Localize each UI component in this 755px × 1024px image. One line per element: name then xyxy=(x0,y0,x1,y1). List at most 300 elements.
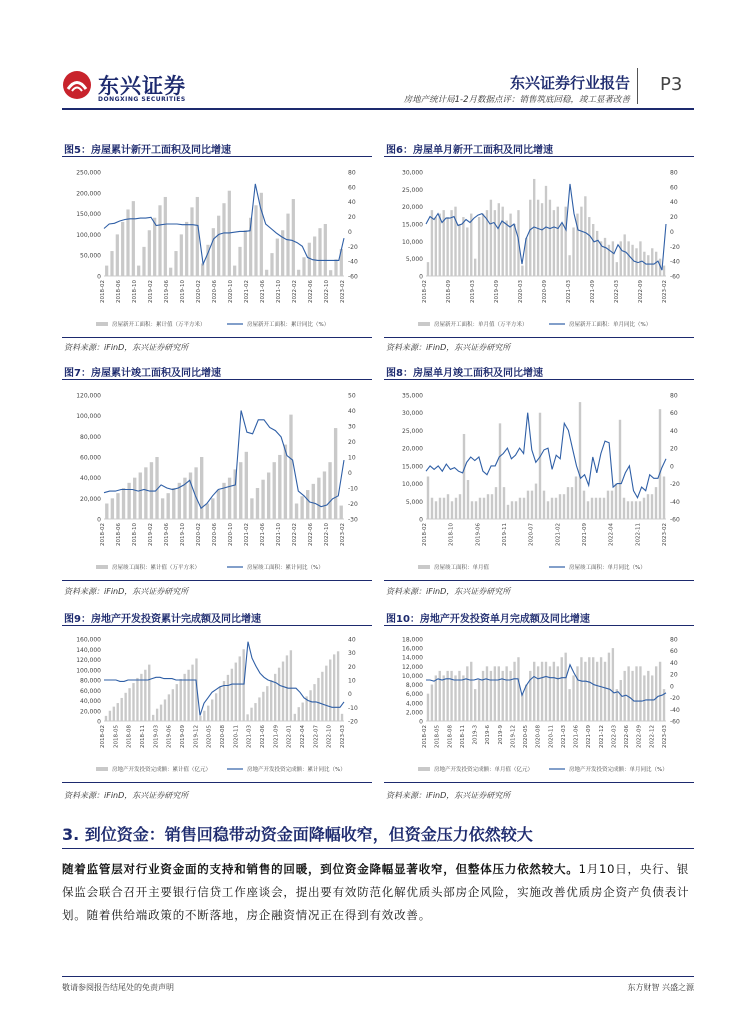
bar-mark xyxy=(334,259,337,276)
bar-mark xyxy=(568,255,570,276)
bar-mark xyxy=(219,687,221,721)
bar-mark xyxy=(659,662,661,721)
y-right-tick: 0 xyxy=(670,228,674,236)
bar-mark xyxy=(267,473,270,520)
y-left-tick: 0 xyxy=(419,718,423,726)
y-right-tick: -40 xyxy=(348,258,358,266)
fig5-chart xyxy=(62,164,372,334)
bar-mark xyxy=(274,674,276,721)
bar-mark xyxy=(105,266,108,276)
bar-mark xyxy=(498,203,500,276)
y-right-tick: -20 xyxy=(348,501,358,508)
y-left-tick: 60,000 xyxy=(80,454,101,462)
y-right-tick: -20 xyxy=(348,243,358,251)
bar-mark xyxy=(176,684,178,721)
y-left-tick: 25,000 xyxy=(402,427,423,435)
bar-mark xyxy=(117,703,119,721)
y-right-tick: 60 xyxy=(348,184,356,192)
bar-mark xyxy=(631,501,633,519)
fig10-bottom-rule xyxy=(384,782,694,783)
legend-line-label: 房地产开发投资完成额：累计同比（%） xyxy=(247,767,346,773)
y-left-tick: 200,000 xyxy=(76,190,101,198)
bar-mark xyxy=(647,255,649,276)
bar-mark xyxy=(286,214,289,276)
x-tick: 2019-06 xyxy=(164,523,170,546)
footer-slogan: 东方财智 兴盛之源 xyxy=(627,983,694,992)
x-tick: 2022-02 xyxy=(292,523,298,546)
section3-title: 3. 到位资金：销售回稳带动资金面降幅收窄，但资金压力依然较大 xyxy=(62,825,533,844)
legend-bar-swatch xyxy=(96,322,108,326)
bar-mark xyxy=(561,224,563,276)
x-tick: 2023-02 xyxy=(340,523,346,546)
y-left-tick: 0 xyxy=(97,273,101,281)
bar-mark xyxy=(282,662,284,721)
bar-mark xyxy=(547,501,549,519)
bar-mark xyxy=(551,498,553,519)
bar-mark xyxy=(604,662,606,721)
bar-mark xyxy=(199,716,201,721)
y-right-tick: 20 xyxy=(348,663,356,671)
bar-mark xyxy=(474,259,476,276)
bar-mark xyxy=(651,494,653,519)
y-left-tick: 150,000 xyxy=(76,211,101,219)
bar-mark xyxy=(663,476,665,519)
bar-mark xyxy=(474,689,476,721)
y-left-tick: 100,000 xyxy=(76,413,101,421)
bar-mark xyxy=(643,498,645,519)
bar-mark xyxy=(294,714,296,721)
x-tick: 2020-06 xyxy=(212,523,218,546)
bar-mark xyxy=(611,491,613,519)
x-tick: 2021-02 xyxy=(555,523,562,546)
y-right-tick: -40 xyxy=(670,498,680,506)
bar-mark xyxy=(463,434,465,519)
section3-rule xyxy=(62,848,694,849)
bar-mark xyxy=(509,214,511,276)
bar-mark xyxy=(643,675,645,721)
bar-mark xyxy=(454,675,456,721)
bar-mark xyxy=(121,222,124,276)
y-left-tick: 20,000 xyxy=(80,708,101,716)
bar-mark xyxy=(507,505,509,519)
bar-mark xyxy=(317,478,320,519)
bar-mark xyxy=(527,491,529,519)
bar-mark xyxy=(113,707,115,721)
y-left-tick: 20,000 xyxy=(80,495,101,503)
x-tick: 2018-08 xyxy=(126,725,133,748)
bar-mark xyxy=(635,501,637,519)
bar-mark xyxy=(427,476,429,519)
bar-mark xyxy=(539,413,541,519)
bar-mark xyxy=(563,494,565,519)
bar-mark xyxy=(564,207,566,276)
bar-mark xyxy=(571,487,573,519)
bar-mark xyxy=(482,671,484,721)
bar-mark xyxy=(549,200,551,276)
x-tick: 2022-11 xyxy=(635,523,642,546)
bar-mark xyxy=(466,666,468,721)
bar-mark xyxy=(471,501,473,519)
y-right-tick: -10 xyxy=(348,704,358,712)
bar-mark xyxy=(592,224,594,276)
bar-mark xyxy=(144,467,147,519)
y-right-tick: 40 xyxy=(670,199,678,207)
bar-mark xyxy=(584,196,586,276)
bar-mark xyxy=(180,679,182,721)
y-left-tick: 10,000 xyxy=(402,672,423,680)
logo-mark-icon xyxy=(62,70,92,100)
bar-mark xyxy=(261,480,264,519)
bar-mark xyxy=(576,666,578,721)
report-type: 东兴证券行业报告 xyxy=(509,74,630,92)
bar-mark xyxy=(223,681,225,721)
bar-mark xyxy=(328,462,331,519)
logo-en: DONGXING SECURITIES xyxy=(98,96,186,103)
x-tick: 2019-12 xyxy=(193,725,200,748)
logo xyxy=(62,68,192,104)
bar-mark xyxy=(627,501,629,519)
bar-mark xyxy=(317,678,319,721)
bar-mark xyxy=(180,234,183,276)
bar-mark xyxy=(217,490,220,519)
x-tick: 2018-02 xyxy=(100,725,106,748)
bar-mark xyxy=(616,689,618,721)
fig7-title: 图7：房屋累计竣工面积及同比增速 xyxy=(64,368,221,379)
bar-mark xyxy=(503,487,505,519)
bar-mark xyxy=(105,716,107,721)
y-right-tick: -60 xyxy=(670,516,680,524)
bar-mark xyxy=(587,501,589,519)
bar-mark xyxy=(168,694,170,721)
bar-mark xyxy=(124,693,126,721)
bar-mark xyxy=(462,675,464,721)
bar-mark xyxy=(482,214,484,276)
x-tick: 2023-03 xyxy=(662,725,668,748)
x-tick: 2021-09 xyxy=(273,725,280,748)
fig10-chart xyxy=(384,631,694,779)
fig5-rule xyxy=(62,156,372,157)
y-right-tick: 60 xyxy=(670,184,678,192)
x-tick: 2019-11 xyxy=(502,523,508,546)
y-right-tick: 20 xyxy=(348,214,356,222)
x-tick: 2020-02 xyxy=(196,280,202,303)
x-tick: 2019-6 xyxy=(485,725,492,745)
x-tick: 2019-06 xyxy=(164,280,170,303)
y-left-tick: 15,000 xyxy=(402,463,423,471)
bar-mark xyxy=(439,498,441,519)
bar-mark xyxy=(242,649,244,721)
bar-mark xyxy=(479,498,481,519)
bar-mark xyxy=(596,231,598,276)
bar-mark xyxy=(244,230,247,276)
bar-mark xyxy=(258,697,260,721)
fig8-bottom-rule xyxy=(384,580,694,581)
bar-mark xyxy=(505,221,507,276)
x-tick: 2018-02 xyxy=(100,523,106,546)
x-tick: 2020-10 xyxy=(228,280,234,303)
bar-mark xyxy=(158,205,161,276)
fig7-chart xyxy=(62,387,372,577)
bar-mark xyxy=(153,218,156,276)
x-tick: 2018-02 xyxy=(422,523,428,546)
bar-mark xyxy=(233,266,236,276)
legend-line-label: 房屋竣工面积：累计同比（%） xyxy=(247,565,324,571)
bar-mark xyxy=(583,491,585,519)
bar-mark xyxy=(475,501,477,519)
bar-mark xyxy=(559,494,561,519)
bar-mark xyxy=(190,207,193,276)
bar-mark xyxy=(619,420,621,519)
bar-mark xyxy=(290,650,292,721)
bar-mark xyxy=(215,693,217,721)
fig7-bottom-rule xyxy=(62,580,372,581)
bar-mark xyxy=(584,662,586,721)
bar-mark xyxy=(295,504,298,520)
bar-mark xyxy=(663,266,665,276)
bar-mark xyxy=(266,686,268,721)
bar-mark xyxy=(278,668,280,721)
bar-mark xyxy=(206,504,209,520)
fig6-title: 图6：房屋单月新开工面积及同比增速 xyxy=(386,145,553,156)
bar-mark xyxy=(655,666,657,721)
bar-mark xyxy=(235,663,237,721)
bar-mark xyxy=(128,688,130,721)
bar-mark xyxy=(478,680,480,721)
bar-mark xyxy=(132,201,135,276)
y-right-tick: -20 xyxy=(670,243,680,251)
y-left-tick: 80,000 xyxy=(80,433,101,441)
bar-mark xyxy=(289,415,292,519)
y-left-tick: 160,000 xyxy=(76,636,101,644)
x-tick: 2018-05 xyxy=(434,725,441,748)
bar-mark xyxy=(450,671,452,721)
bar-mark xyxy=(121,698,123,721)
y-left-tick: 8,000 xyxy=(405,682,423,690)
x-tick: 2022-03 xyxy=(611,725,618,748)
x-tick: 2022-09 xyxy=(638,280,644,303)
bar-mark xyxy=(239,462,242,519)
bar-mark xyxy=(172,488,175,519)
x-tick: 2019-02 xyxy=(148,523,154,546)
fig9-rule xyxy=(62,625,372,626)
bar-mark xyxy=(495,487,497,519)
y-right-tick: -20 xyxy=(670,695,680,703)
bar-mark xyxy=(136,678,138,721)
bar-mark xyxy=(297,270,300,276)
fig9-bottom-rule xyxy=(62,782,372,783)
bar-mark xyxy=(262,692,264,721)
bar-mark xyxy=(156,709,158,721)
x-tick: 2020-10 xyxy=(228,523,234,546)
x-tick: 2022-01 xyxy=(286,725,293,748)
fig6-bottom-rule xyxy=(384,337,694,338)
fig5-bottom-rule xyxy=(62,337,372,338)
bar-mark xyxy=(651,675,653,721)
x-tick: 2019-03 xyxy=(153,725,160,748)
y-left-tick: 120,000 xyxy=(76,657,101,664)
y-right-tick: 40 xyxy=(348,636,356,644)
legend-line-label: 房屋竣工面积：单月同比（%） xyxy=(569,565,646,571)
x-tick: 2022-10 xyxy=(326,725,333,748)
y-right-tick: 40 xyxy=(348,408,356,415)
section3-para-rest: 1月10日，央行、银保监会联合召开主要银行信贷工作座谈会，提出要有效防范化解优质头部房企风险，实施改善优质房企资产负债表计划。随着供给端政策的不断落地，房企融资情况正在得到有效改善。 xyxy=(62,862,690,922)
bar-mark xyxy=(292,199,295,276)
y-right-tick: 0 xyxy=(348,691,352,699)
y-left-tick: 100,000 xyxy=(76,231,101,239)
x-tick: 2018-09 xyxy=(446,280,452,303)
y-left-tick: 25,000 xyxy=(402,186,423,194)
bar-mark xyxy=(200,457,203,519)
x-tick: 2018-06 xyxy=(116,280,122,303)
fig7-rule xyxy=(62,379,372,380)
bar-mark xyxy=(116,234,119,276)
bar-mark xyxy=(580,207,582,276)
x-tick: 2020-05 xyxy=(523,725,530,748)
bar-mark xyxy=(231,669,233,721)
bar-mark xyxy=(620,680,622,721)
bar-mark xyxy=(450,210,452,276)
bar-mark xyxy=(333,654,335,721)
x-tick: 2019-02 xyxy=(148,280,154,303)
fig10-source: 资料来源：iFinD，东兴证券研究所 xyxy=(386,791,511,800)
y-left-tick: 18,000 xyxy=(402,636,423,644)
y-left-tick: 10,000 xyxy=(402,238,423,246)
bar-mark xyxy=(580,657,582,721)
legend-bar-label: 房屋竣工面积：累计值（万平方米） xyxy=(112,565,201,571)
x-tick: 2019-03 xyxy=(470,280,476,303)
bar-mark xyxy=(148,230,151,276)
y-right-tick: 30 xyxy=(348,423,356,431)
y-right-tick: 80 xyxy=(348,169,356,177)
fig9-title: 图9：房地产开发投资累计完成额及同比增速 xyxy=(64,614,261,625)
bar-mark xyxy=(620,241,622,276)
bar-mark xyxy=(341,714,343,721)
bar-mark xyxy=(169,268,172,276)
x-tick: 2023-02 xyxy=(662,280,668,303)
bar-mark xyxy=(490,671,492,721)
bar-mark xyxy=(631,671,633,721)
y-right-tick: 20 xyxy=(670,445,678,453)
header-divider xyxy=(637,68,638,104)
bar-mark xyxy=(455,498,457,519)
bar-mark xyxy=(458,671,460,721)
legend-bar-label: 房地产开发投资完成额：单月值（亿元） xyxy=(434,767,534,773)
bar-mark xyxy=(515,501,517,519)
x-tick: 2019-09 xyxy=(180,725,186,748)
y-right-tick: 20 xyxy=(670,671,678,679)
bar-mark xyxy=(545,662,547,721)
y-left-tick: 30,000 xyxy=(402,410,423,418)
bar-mark xyxy=(478,217,480,276)
footer-disclaimer: 敬请参阅报告结尾处的免责声明 xyxy=(62,983,174,992)
legend-bar-swatch xyxy=(418,322,430,326)
fig9-chart xyxy=(62,631,372,779)
bar-mark xyxy=(160,705,162,721)
y-left-tick: 0 xyxy=(97,718,101,726)
y-left-tick: 12,000 xyxy=(402,663,423,671)
bar-mark xyxy=(623,498,625,519)
bar-mark xyxy=(603,498,605,519)
y-left-tick: 0 xyxy=(97,516,101,524)
bar-mark xyxy=(529,200,531,276)
bar-mark xyxy=(490,200,492,276)
y-right-tick: 10 xyxy=(348,677,356,685)
bar-mark xyxy=(207,706,209,721)
y-right-tick: 30 xyxy=(348,650,356,658)
fig5-source: 资料来源：iFinD，东兴证券研究所 xyxy=(64,343,189,352)
bar-mark xyxy=(245,452,248,519)
bar-mark xyxy=(499,423,501,519)
bar-mark xyxy=(599,498,601,519)
bar-mark xyxy=(545,186,547,276)
bar-mark xyxy=(494,666,496,721)
bar-mark xyxy=(196,197,199,276)
legend-bar-label: 房屋竣工面积：单月值 xyxy=(434,565,490,571)
bar-mark xyxy=(553,210,555,276)
bar-mark xyxy=(607,491,609,519)
x-tick: 2021-09 xyxy=(590,280,596,303)
x-tick: 2018-11 xyxy=(140,725,146,748)
x-tick: 2023-03 xyxy=(340,725,346,748)
y-left-tick: 20,000 xyxy=(402,204,423,212)
bar-mark xyxy=(627,666,629,721)
fig8-chart xyxy=(384,387,694,577)
y-left-tick: 250,000 xyxy=(76,169,101,177)
bar-mark xyxy=(447,494,449,519)
bar-mark xyxy=(513,224,515,276)
bar-mark xyxy=(451,501,453,519)
y-right-tick: -20 xyxy=(670,481,680,489)
bar-mark xyxy=(655,252,657,276)
bar-mark xyxy=(191,665,193,721)
bar-mark xyxy=(443,675,445,721)
bar-mark xyxy=(302,257,305,276)
bar-mark xyxy=(313,236,316,276)
x-tick: 2021-10 xyxy=(276,523,282,546)
bar-mark xyxy=(435,501,437,519)
bar-mark xyxy=(639,241,641,276)
bar-mark xyxy=(183,674,185,721)
bar-mark xyxy=(537,666,539,721)
bar-mark xyxy=(639,666,641,721)
fig8-title: 图8：房屋单月竣工面积及同比增速 xyxy=(386,368,543,379)
report-subtitle: 房地产统计局1-2月数据点评：销售筑底回稳，竣工显著改善 xyxy=(403,95,630,105)
y-right-tick: -30 xyxy=(348,516,358,524)
bar-mark xyxy=(298,707,300,721)
y-right-tick: 80 xyxy=(670,169,678,177)
bar-mark xyxy=(541,203,543,276)
bar-mark xyxy=(553,662,555,721)
x-tick: 2022-04 xyxy=(608,523,615,546)
fig5-title: 图5：房屋累计新开工面积及同比增速 xyxy=(64,145,231,156)
page-number: P3 xyxy=(660,74,683,95)
bar-mark xyxy=(604,238,606,276)
x-tick: 2022-07 xyxy=(313,725,320,748)
legend-bar-label: 房屋新开工面积：累计值（万平方米） xyxy=(112,322,206,328)
bar-mark xyxy=(483,498,485,519)
y-left-tick: 10,000 xyxy=(402,481,423,489)
x-tick: 2021-06 xyxy=(260,280,266,303)
y-right-tick: 60 xyxy=(670,410,678,418)
bar-mark xyxy=(427,262,429,276)
x-tick: 2021-06 xyxy=(260,523,266,546)
bar-mark xyxy=(431,498,433,519)
y-left-tick: 2,000 xyxy=(405,709,423,717)
x-tick: 2020-11 xyxy=(233,725,240,748)
bar-mark xyxy=(595,498,597,519)
x-tick: 2021-02 xyxy=(244,523,250,546)
x-tick: 2022-06 xyxy=(308,523,314,546)
